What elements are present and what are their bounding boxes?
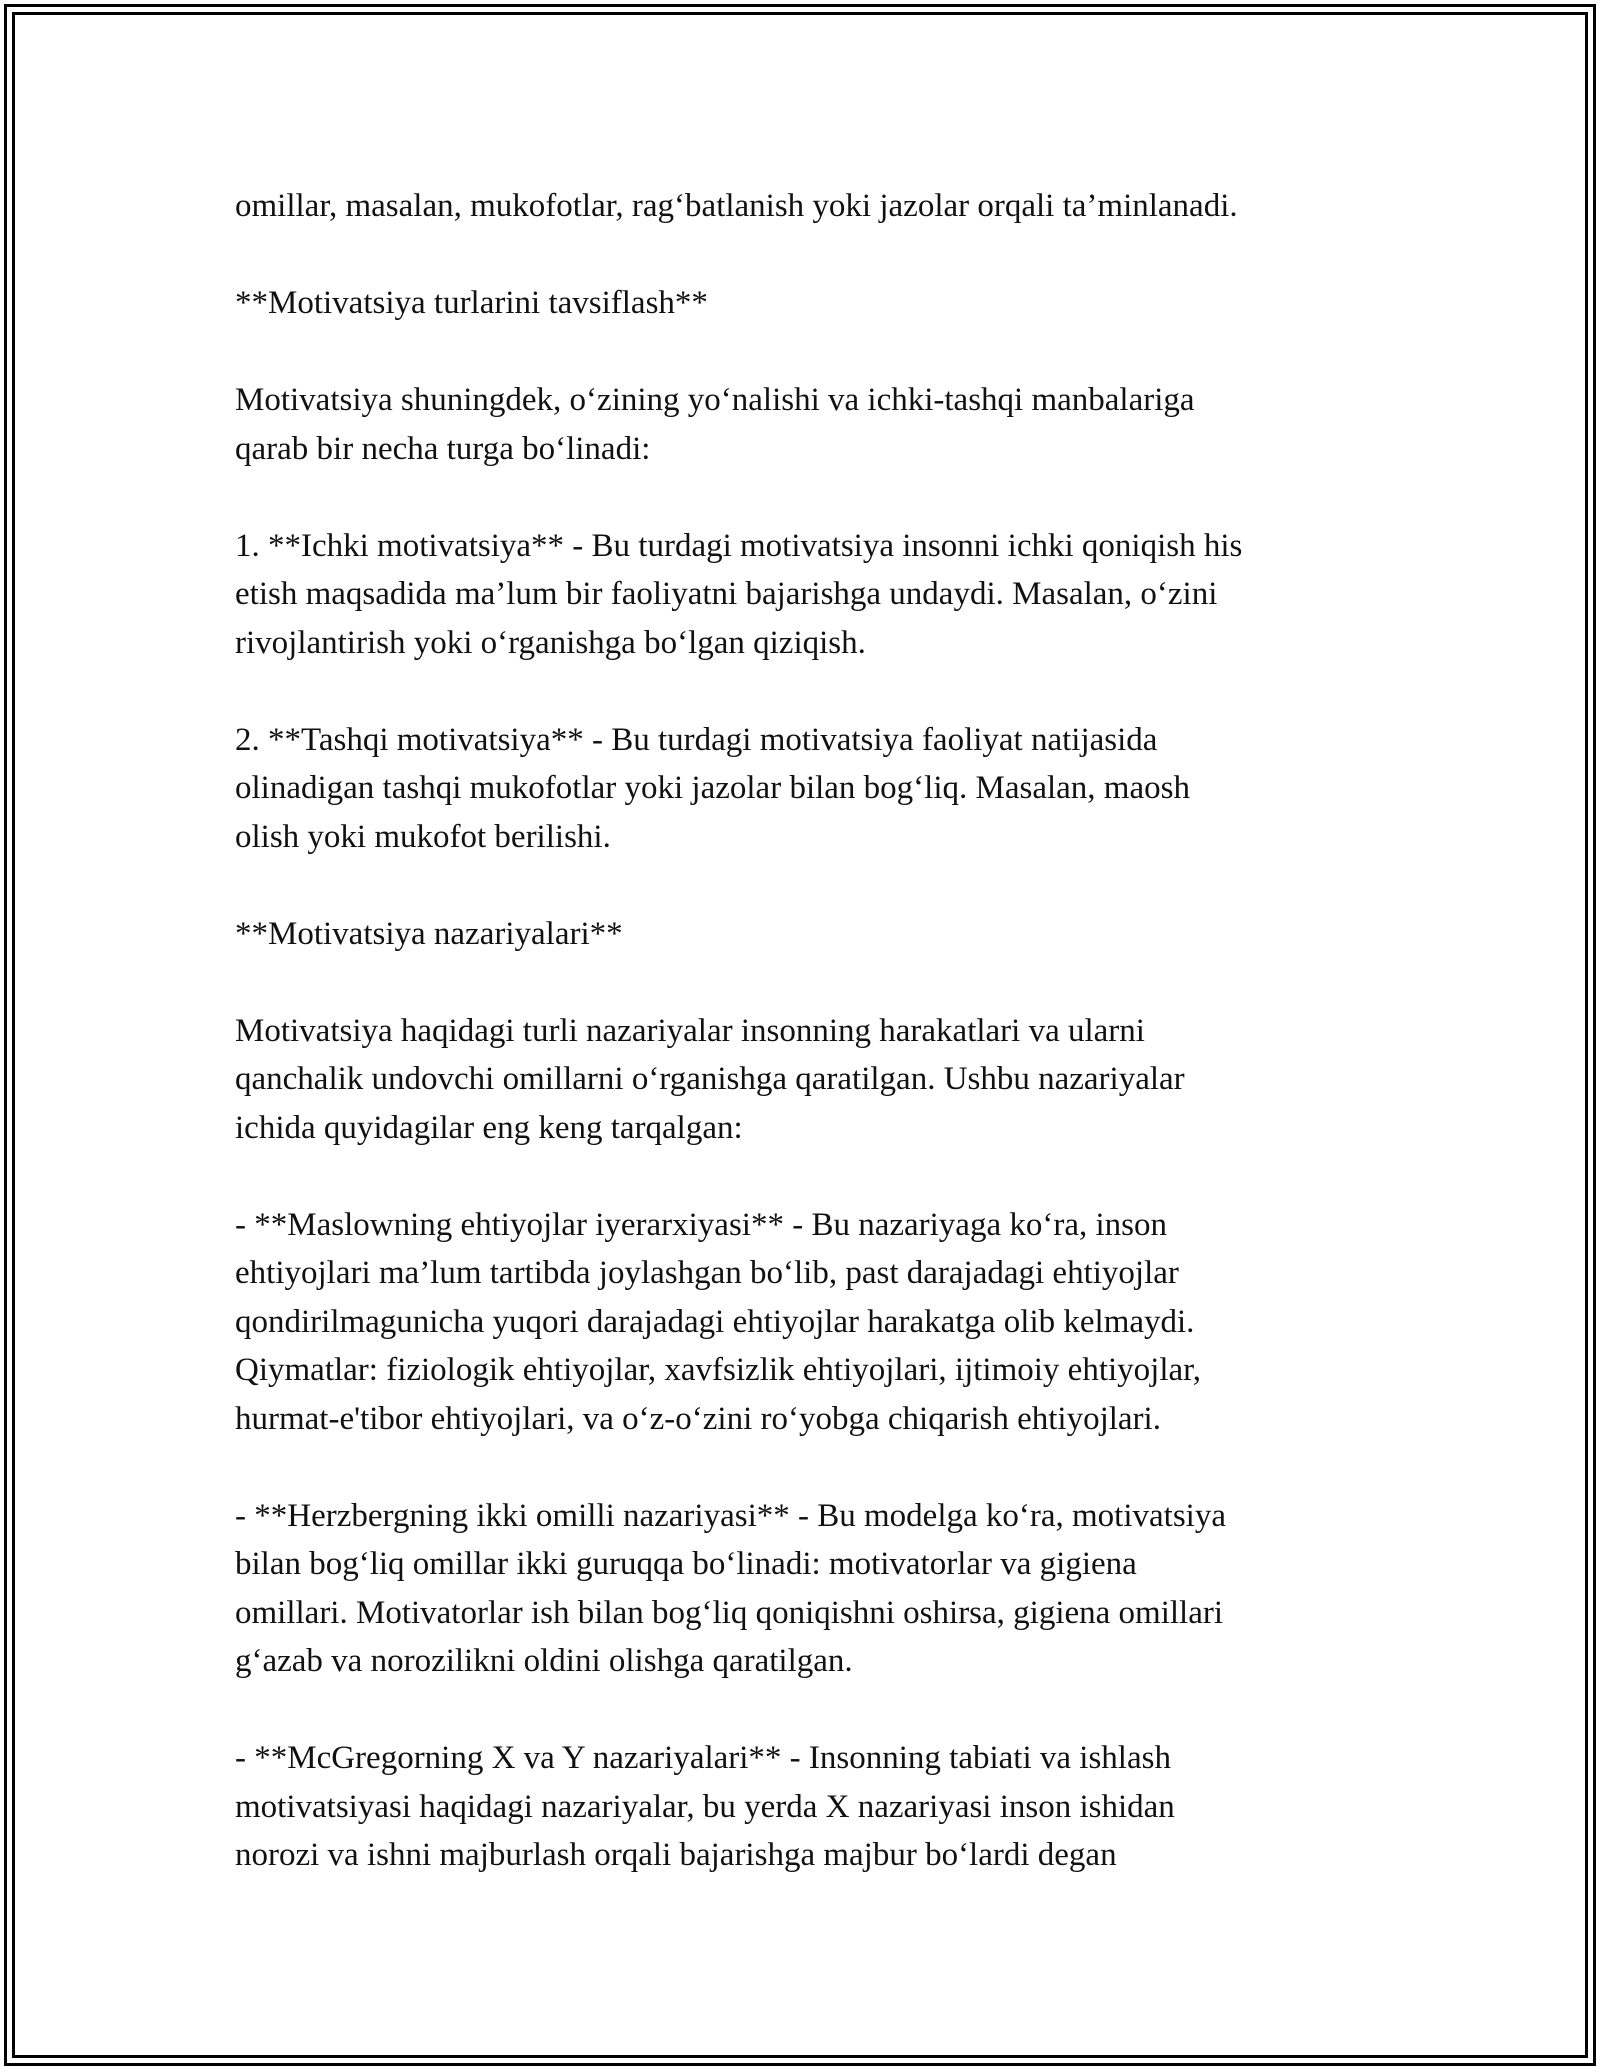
paragraph-p-heading-theories [235, 910, 1375, 959]
text-line: norozi va ishni majburlash orqali bajarishga majbur bo‘lardi degan [235, 1837, 1117, 1873]
text-line: olish yoki mukofot berilishi. [235, 818, 611, 855]
paragraph-p-herzberg [235, 1492, 1375, 1686]
text-line: g‘azab va norozilikni oldini olishga qaratilgan. [235, 1643, 853, 1679]
text-line: 1. **Ichki motivatsiya** - Bu turdagi motivatsiya insonni ichki qoniqish his [235, 527, 1243, 564]
text-line: **Motivatsiya nazariyalari** [235, 915, 623, 952]
text-line: ichida quyidagilar eng keng tarqalgan: [235, 1109, 743, 1146]
text-line: omillar, masalan, mukofotlar, rag‘batlanish yoki jazolar orqali ta’minlanadi. [235, 188, 1238, 224]
text-line: Qiymatlar: fiziologik ehtiyojlar, xavfsizlik ehtiyojlari, ijtimoiy ehtiyojlar, [235, 1352, 1202, 1388]
text-line: ehtiyojlari ma’lum tartibda joylashgan bo‘lib, past darajadagi ehtiyojlar [235, 1255, 1179, 1291]
text-line: - **Maslowning ehtiyojlar iyerarxiyasi** - Bu nazariyaga ko‘ra, inson [235, 1206, 1167, 1243]
paragraph-p-heading-types [235, 279, 1375, 328]
text-line: bilan bog‘liq omillar ikki guruqqa bo‘linadi: motivatorlar va gigiena [235, 1546, 1137, 1582]
text-line: hurmat-e'tibor ehtiyojlari, va o‘z-o‘zini ro‘yobga chiqarish ehtiyojlari. [235, 1400, 1161, 1437]
text-line: 2. **Tashqi motivatsiya** - Bu turdagi motivatsiya faoliyat natijasida [235, 721, 1158, 758]
text-line: - **Herzbergning ikki omilli nazariyasi** - Bu modelga ko‘ra, motivatsiya [235, 1497, 1226, 1534]
text-line: olinadigan tashqi mukofotlar yoki jazolar bilan bog‘liq. Masalan, maosh [235, 770, 1190, 806]
text-line: motivatsiyasi haqidagi nazariyalar, bu yerda X nazariyasi inson ishidan [235, 1788, 1175, 1825]
paragraph-p-external [235, 716, 1375, 862]
text-line: Motivatsiya haqidagi turli nazariyalar insonning harakatlari va ularni [235, 1012, 1145, 1049]
paragraph-p-maslow [235, 1201, 1375, 1444]
text-line: - **McGregorning X va Y nazariyalari** - Insonning tabiati va ishlash [235, 1740, 1171, 1776]
text-line: rivojlantirish yoki o‘rganishga bo‘lgan qiziqish. [235, 624, 866, 661]
text-line: omillari. Motivatorlar ish bilan bog‘liq qoniqishni oshirsa, gigiena omillari [235, 1594, 1224, 1631]
text-line: Motivatsiya shuningdek, o‘zining yo‘nalishi va ichki-tashqi manbalariga [235, 382, 1195, 418]
document-body [235, 182, 1375, 1928]
paragraph-p-intro-end [235, 182, 1375, 231]
text-line: qarab bir necha turga bo‘linadi: [235, 430, 651, 467]
text-line: **Motivatsiya turlarini tavsiflash** [235, 285, 708, 321]
text-line: qondirilmagunicha yuqori darajadagi ehtiyojlar harakatga olib kelmaydi. [235, 1303, 1195, 1340]
text-line: etish maqsadida ma’lum bir faoliyatni bajarishga undaydi. Masalan, o‘zini [235, 576, 1218, 612]
paragraph-p-theories-intro [235, 1007, 1375, 1153]
paragraph-p-mcgregor [235, 1734, 1375, 1880]
paragraph-p-types-intro [235, 376, 1375, 473]
paragraph-p-internal [235, 522, 1375, 668]
text-line: qanchalik undovchi omillarni o‘rganishga qaratilgan. Ushbu nazariyalar [235, 1061, 1185, 1097]
